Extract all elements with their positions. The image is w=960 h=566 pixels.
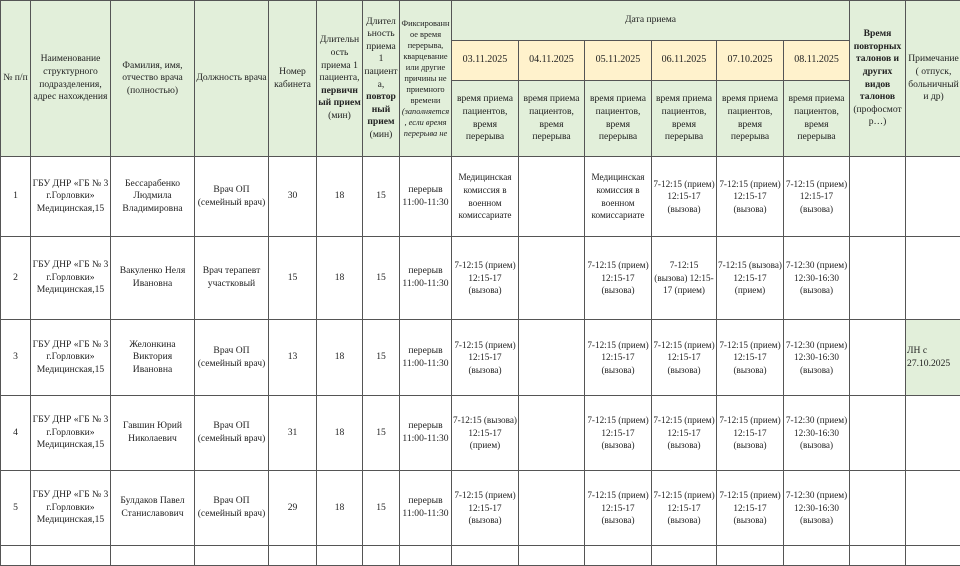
- table-row: [1, 471, 960, 546]
- cell-empty: [850, 546, 906, 566]
- cell-day-4: 7-12:15 (прием) 12:15-17 (вызова): [717, 157, 784, 237]
- table-row: [1, 396, 960, 471]
- cell-first: 18: [317, 157, 363, 237]
- header-first-duration-c: (мин): [328, 110, 351, 121]
- header-repeat-duration-a: Длительность приема 1 пациента,: [364, 16, 397, 90]
- cell-empty: [452, 546, 519, 566]
- cell-day-1: [519, 471, 585, 546]
- date-subheader-5: время приема пациентов, время перерыва: [784, 81, 850, 157]
- cell-empty: [906, 546, 960, 566]
- cell-break: перерыв 11:00-11:30: [400, 396, 452, 471]
- header-break-b: (заполняется, если время перерыва не: [401, 106, 450, 139]
- date-subheader-1: время приема пациентов, время перерыва: [519, 81, 585, 157]
- cell-num: 2: [1, 237, 31, 320]
- cell-cabinet: 13: [269, 320, 317, 396]
- date-subheader-2: время приема пациентов, время перерыва: [585, 81, 652, 157]
- header-unit: Наименование структурного подразделения, адрес нахождения: [31, 1, 111, 157]
- cell-cabinet: 15: [269, 237, 317, 320]
- date-header-0: 03.11.2025: [452, 41, 519, 81]
- cell-empty: [363, 546, 400, 566]
- cell-note: ЛН с 27.10.2025: [906, 320, 960, 396]
- cell-day-0: 7-12:15 (прием) 12:15-17 (вызова): [452, 320, 519, 396]
- cell-day-5: 7-12:30 (прием) 12:30-16:30 (вызова): [784, 471, 850, 546]
- cell-cabinet: 29: [269, 471, 317, 546]
- cell-tickets: [850, 237, 906, 320]
- date-header-3: 06.11.2025: [652, 41, 717, 81]
- cell-first: 18: [317, 396, 363, 471]
- date-subheader-3: время приема пациентов, время перерыва: [652, 81, 717, 157]
- header-first-duration-b: первичный прием: [318, 85, 361, 109]
- header-first-duration: [317, 1, 363, 157]
- cell-tickets: [850, 320, 906, 396]
- cell-note: [906, 237, 960, 320]
- cell-repeat: 15: [363, 320, 400, 396]
- table-row: [1, 320, 960, 396]
- date-subheader-4: время приема пациентов, время перерыва: [717, 81, 784, 157]
- cell-day-3: 7-12:15 (прием) 12:15-17 (вызова): [652, 320, 717, 396]
- cell-day-1: [519, 157, 585, 237]
- cell-first: 18: [317, 320, 363, 396]
- date-header-2: 05.11.2025: [585, 41, 652, 81]
- cell-break: перерыв 11:00-11:30: [400, 237, 452, 320]
- cell-tickets: [850, 157, 906, 237]
- cell-day-1: [519, 320, 585, 396]
- date-header-1: 04.11.2025: [519, 41, 585, 81]
- cell-empty: [585, 546, 652, 566]
- header-repeat-duration-b: повторный прием: [366, 91, 396, 127]
- cell-repeat: 15: [363, 471, 400, 546]
- cell-unit: ГБУ ДНР «ГБ № 3 г.Горловки» Медицинская,15: [31, 471, 111, 546]
- cell-cabinet: 31: [269, 396, 317, 471]
- header-position: Должность врача: [195, 1, 269, 157]
- cell-empty: [652, 546, 717, 566]
- cell-unit: ГБУ ДНР «ГБ № 3 г.Горловки» Медицинская,15: [31, 157, 111, 237]
- cell-day-3: 7-12:15 (прием) 12:15-17 (вызова): [652, 157, 717, 237]
- cell-day-3: 7-12:15 (прием) 12:15-17 (вызова): [652, 396, 717, 471]
- cell-empty: [31, 546, 111, 566]
- cell-day-2: 7-12:15 (прием) 12:15-17 (вызова): [585, 237, 652, 320]
- cell-fio: Желонкина Виктория Ивановна: [111, 320, 195, 396]
- cell-empty: [400, 546, 452, 566]
- cell-day-0: 7-12:15 (вызова) 12:15-17 (прием): [452, 396, 519, 471]
- date-subheader-0: время приема пациентов, время перерыва: [452, 81, 519, 157]
- cell-repeat: 15: [363, 237, 400, 320]
- cell-break: перерыв 11:00-11:30: [400, 320, 452, 396]
- cell-empty: [519, 546, 585, 566]
- cell-day-2: 7-12:15 (прием) 12:15-17 (вызова): [585, 320, 652, 396]
- header-row: [1, 1, 960, 41]
- cell-empty: [717, 546, 784, 566]
- cell-break: перерыв 11:00-11:30: [400, 157, 452, 237]
- cell-unit: ГБУ ДНР «ГБ № 3 г.Горловки» Медицинская,15: [31, 237, 111, 320]
- cell-day-1: [519, 396, 585, 471]
- cell-repeat: 15: [363, 396, 400, 471]
- header-break: [400, 1, 452, 157]
- table-row: [1, 157, 960, 237]
- cell-day-2: 7-12:15 (прием) 12:15-17 (вызова): [585, 396, 652, 471]
- cell-day-3: 7-12:15 (вызова) 12:15-17 (прием): [652, 237, 717, 320]
- header-repeat-duration: [363, 1, 400, 157]
- cell-first: 18: [317, 471, 363, 546]
- cell-day-5: 7-12:30 (прием) 12:30-16:30 (вызова): [784, 320, 850, 396]
- header-repeat-tickets-b: (профосмотр…): [853, 104, 901, 128]
- table-row: [1, 237, 960, 320]
- cell-note: [906, 396, 960, 471]
- cell-fio: Гавшин Юрий Николаевич: [111, 396, 195, 471]
- cell-day-1: [519, 237, 585, 320]
- cell-num: 1: [1, 157, 31, 237]
- cell-day-4: 7-12:15 (прием) 12:15-17 (вызова): [717, 396, 784, 471]
- cell-position: Врач терапевт участковый: [195, 237, 269, 320]
- header-repeat-tickets-a: Время повторных талонов и других видов талонов: [854, 28, 902, 102]
- cell-empty: [195, 546, 269, 566]
- cell-empty: [111, 546, 195, 566]
- cell-position: Врач ОП (семейный врач): [195, 396, 269, 471]
- cell-num: 4: [1, 396, 31, 471]
- cell-num: 5: [1, 471, 31, 546]
- cell-day-0: 7-12:15 (прием) 12:15-17 (вызова): [452, 471, 519, 546]
- header-note: Примечание ( отпуск, больничный и др): [906, 1, 960, 157]
- header-cabinet: Номер кабинета: [269, 1, 317, 157]
- cell-repeat: 15: [363, 157, 400, 237]
- header-first-duration-a: Длительность приема 1 пациента,: [319, 34, 359, 83]
- date-header-5: 08.11.2025: [784, 41, 850, 81]
- header-repeat-tickets: [850, 1, 906, 157]
- cell-position: Врач ОП (семейный врач): [195, 320, 269, 396]
- cell-day-4: 7-12:15 (вызова) 12:15-17 (прием): [717, 237, 784, 320]
- cell-unit: ГБУ ДНР «ГБ № 3 г.Горловки» Медицинская,15: [31, 396, 111, 471]
- cell-empty: [269, 546, 317, 566]
- cell-day-0: Медицинская комиссия в военном комиссариате: [452, 157, 519, 237]
- date-header-4: 07.10.2025: [717, 41, 784, 81]
- cell-position: Врач ОП (семейный врач): [195, 471, 269, 546]
- cell-empty: [317, 546, 363, 566]
- cell-day-2: Медицинская комиссия в военном комиссариате: [585, 157, 652, 237]
- cell-note: [906, 157, 960, 237]
- cell-first: 18: [317, 237, 363, 320]
- cell-day-4: 7-12:15 (прием) 12:15-17 (вызова): [717, 471, 784, 546]
- cell-empty: [1, 546, 31, 566]
- cell-break: перерыв 11:00-11:30: [400, 471, 452, 546]
- cell-day-5: 7-12:30 (прием) 12:30-16:30 (вызова): [784, 237, 850, 320]
- header-date-group: Дата приема: [452, 1, 850, 41]
- cell-unit: ГБУ ДНР «ГБ № 3 г.Горловки» Медицинская,15: [31, 320, 111, 396]
- header-repeat-duration-c: (мин): [370, 129, 393, 140]
- cell-empty: [784, 546, 850, 566]
- cell-fio: Булдаков Павел Станиславович: [111, 471, 195, 546]
- cell-tickets: [850, 471, 906, 546]
- header-fio: Фамилия, имя, отчество врача (полностью): [111, 1, 195, 157]
- cell-cabinet: 30: [269, 157, 317, 237]
- cell-position: Врач ОП (семейный врач): [195, 157, 269, 237]
- cell-fio: Вакуленко Неля Ивановна: [111, 237, 195, 320]
- cell-fio: Бессарабенко Людмила Владимировна: [111, 157, 195, 237]
- cell-day-0: 7-12:15 (прием) 12:15-17 (вызова): [452, 237, 519, 320]
- cell-day-2: 7-12:15 (прием) 12:15-17 (вызова): [585, 471, 652, 546]
- table-row-partial: [1, 546, 960, 566]
- cell-num: 3: [1, 320, 31, 396]
- cell-day-4: 7-12:15 (прием) 12:15-17 (вызова): [717, 320, 784, 396]
- cell-day-5: 7-12:15 (прием) 12:15-17 (вызова): [784, 157, 850, 237]
- cell-note: [906, 471, 960, 546]
- cell-tickets: [850, 396, 906, 471]
- cell-day-5: 7-12:30 (прием) 12:30-16:30 (вызова): [784, 396, 850, 471]
- header-num: № п/п: [1, 1, 31, 157]
- header-break-a: Фиксированное время перерыва, кварцевание или другие причины не приемного времени: [401, 18, 450, 106]
- cell-day-3: 7-12:15 (прием) 12:15-17 (вызова): [652, 471, 717, 546]
